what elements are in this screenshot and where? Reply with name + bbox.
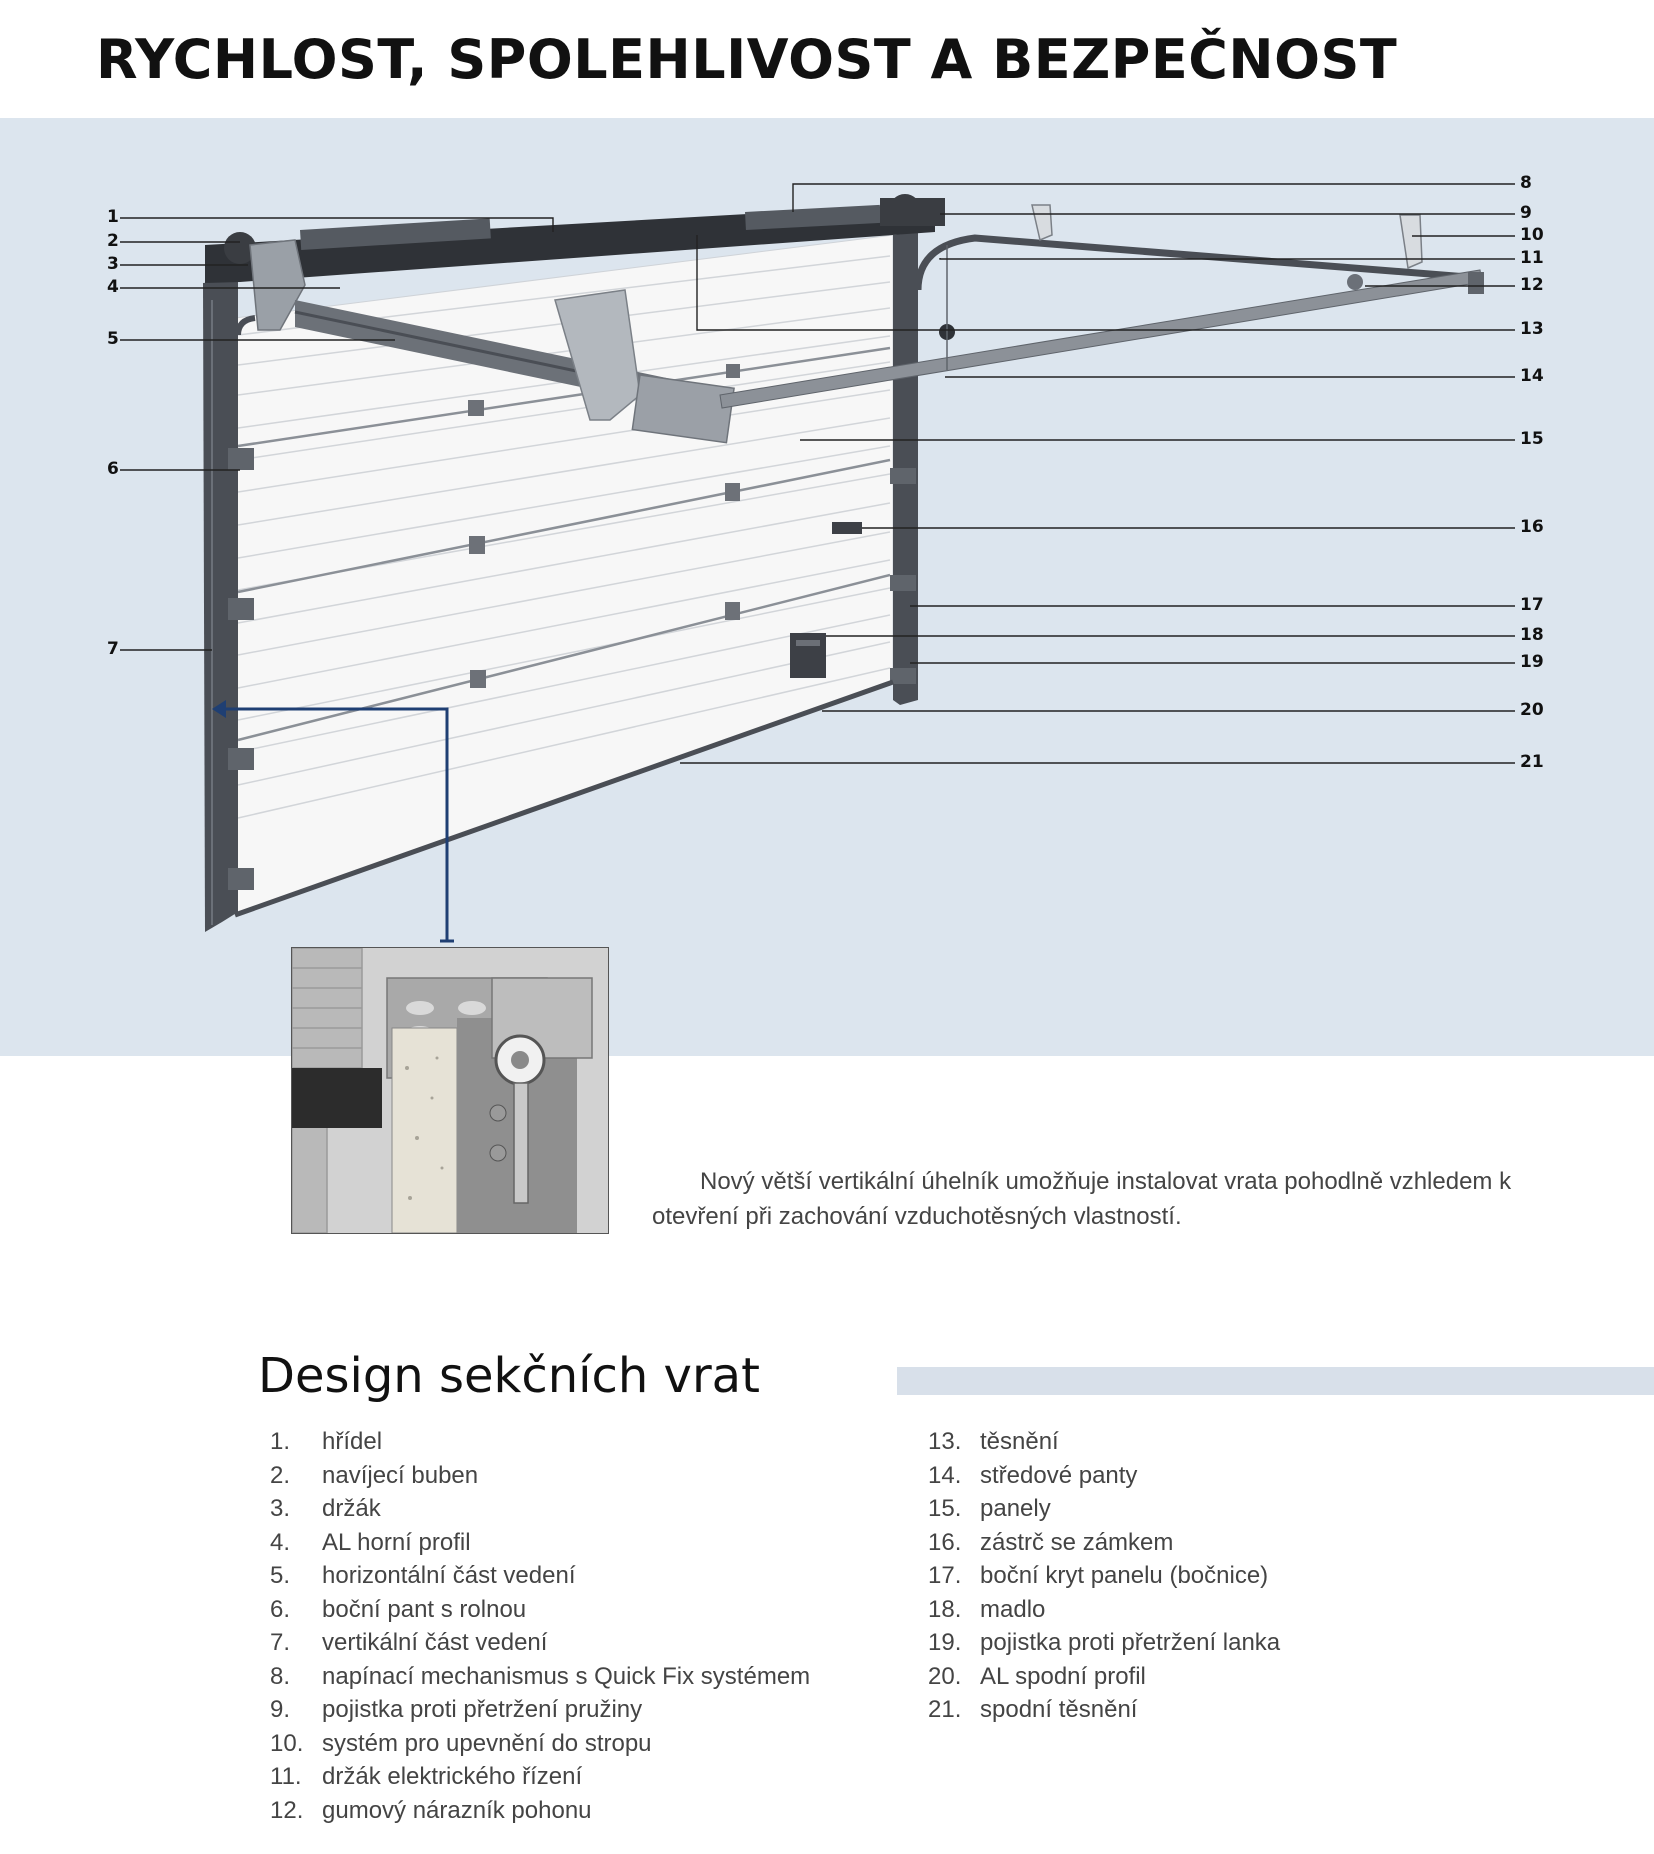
door-panel	[235, 235, 893, 915]
list-item: 2. navíjecí buben	[270, 1461, 479, 1489]
callout-4: 4	[107, 277, 119, 297]
callout-3: 3	[107, 254, 119, 274]
page-title: RYCHLOST, SPOLEHLIVOST A BEZPEČNOST	[96, 28, 1398, 91]
list-item: 14. středové panty	[928, 1461, 1138, 1489]
callout-5: 5	[107, 329, 119, 349]
list-item: 12. gumový nárazník pohonu	[270, 1796, 592, 1824]
list-item: 1. hřídel	[270, 1428, 383, 1455]
list-item: 10. systém pro upevnění do stropu	[270, 1729, 652, 1757]
list-item: 13. těsnění	[928, 1428, 1059, 1455]
list-item: 4. AL horní profil	[270, 1528, 471, 1556]
parts-list-left	[270, 1425, 810, 1827]
list-item: 9. pojistka proti přetržení pružiny	[270, 1696, 643, 1723]
callout-2: 2	[107, 231, 119, 251]
electric-bracket	[1347, 274, 1363, 290]
section-heading: Design sekčních vrat	[258, 1348, 760, 1404]
rubber-bumper	[1468, 272, 1484, 294]
garage-door-diagram	[0, 118, 1654, 1056]
callout-19: 19	[1520, 652, 1544, 672]
list-item: 18. madlo	[928, 1595, 1046, 1623]
callout-21: 21	[1520, 752, 1544, 772]
callout-6: 6	[107, 459, 119, 479]
callout-9: 9	[1520, 203, 1532, 223]
callout-18: 18	[1520, 625, 1544, 645]
list-item: 3. držák	[270, 1495, 381, 1522]
callout-10: 10	[1520, 225, 1544, 245]
callout-15: 15	[1520, 429, 1544, 449]
parts-list-right	[928, 1425, 1280, 1727]
callout-7: 7	[107, 639, 119, 659]
lock-bolt	[832, 522, 862, 534]
callout-20: 20	[1520, 700, 1544, 720]
list-item: 21. spodní těsnění	[928, 1696, 1138, 1723]
list-item: 7. vertikální část vedení	[270, 1629, 548, 1656]
list-item: 17. boční kryt panelu (bočnice)	[928, 1562, 1269, 1589]
callout-14: 14	[1520, 366, 1544, 386]
list-item: 6. boční pant s rolnou	[270, 1595, 527, 1623]
list-item: 15. panely	[928, 1495, 1051, 1522]
tension-mechanism	[880, 198, 945, 226]
inset-caption: Nový větší vertikální úhelník umožňuje instalovat vrata pohodlně vzhledem k otevření při zachování vzduchotěsných vlastností.	[652, 1168, 1512, 1230]
callout-17: 17	[1520, 595, 1544, 615]
list-item: 20. AL spodní profil	[928, 1662, 1146, 1690]
callout-11: 11	[1520, 248, 1544, 268]
callout-16: 16	[1520, 517, 1544, 537]
callout-1: 1	[107, 207, 119, 227]
callout-13: 13	[1520, 319, 1544, 339]
list-item: 19. pojistka proti přetržení lanka	[928, 1629, 1281, 1656]
list-item: 11. držák elektrického řízení	[270, 1763, 583, 1790]
callout-8: 8	[1520, 173, 1532, 193]
callout-12: 12	[1520, 275, 1544, 295]
door-handle	[790, 633, 826, 678]
heading-accent-bar	[897, 1367, 1654, 1395]
list-item: 8. napínací mechanismus s Quick Fix systémem	[270, 1662, 811, 1690]
list-item: 16. zástrč se zámkem	[928, 1528, 1174, 1556]
list-item: 5. horizontální část vedení	[270, 1562, 576, 1589]
bracket-detail-photo	[291, 947, 609, 1234]
